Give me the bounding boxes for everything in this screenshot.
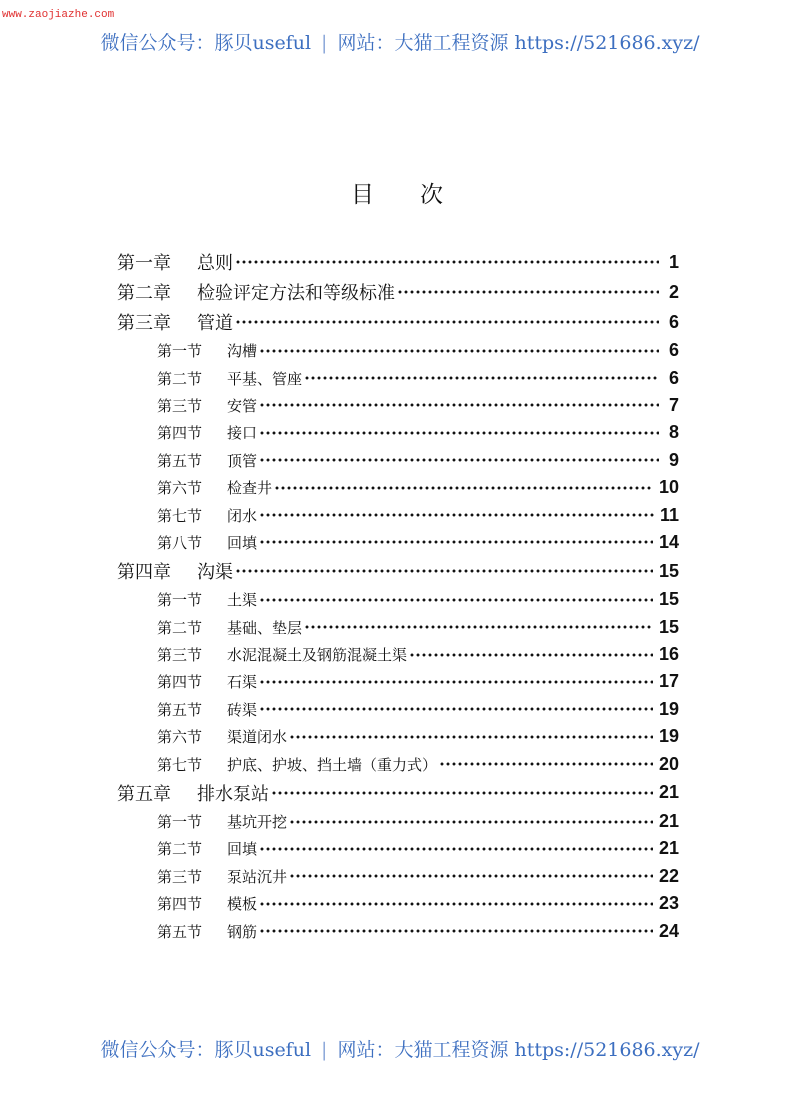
entry-number: 第八节: [157, 533, 203, 552]
dot-leader: [274, 483, 653, 493]
toc-section-entry[interactable]: [117, 614, 679, 641]
toc-section-entry[interactable]: [117, 890, 679, 917]
toc-section-entry[interactable]: [117, 364, 679, 391]
dot-leader: [259, 346, 659, 356]
toc-chapter-entry[interactable]: [117, 556, 679, 586]
watermark-site: www.zaojiazhe.com: [2, 9, 115, 21]
dot-leader: [259, 844, 653, 854]
entry-number: 第五节: [157, 922, 203, 941]
entry-title: 检验评定方法和等级标准: [197, 283, 395, 304]
entry-title: 护底、护坡、挡土墙（重力式）: [227, 755, 438, 774]
toc-section-entry[interactable]: [117, 337, 679, 364]
entry-title: 总则: [197, 253, 233, 274]
entry-number: 第五节: [157, 700, 203, 719]
dot-leader: [259, 926, 653, 936]
entry-number: 第七节: [157, 506, 203, 525]
entry-title: 平基、管座: [227, 369, 303, 388]
dot-leader: [397, 287, 659, 297]
toc-section-entry[interactable]: [117, 668, 679, 695]
entry-number: 第四节: [157, 424, 203, 443]
toc-title: 目次: [351, 182, 489, 208]
entry-title: 水泥混凝土及钢筋混凝土渠: [227, 646, 408, 665]
entry-number: 第四节: [157, 895, 203, 914]
entry-page-number: 19: [658, 726, 679, 747]
entry-number: 第一节: [157, 342, 203, 361]
dot-leader: [289, 817, 653, 827]
entry-page-number: 15: [658, 560, 679, 581]
entry-title: 顶管: [227, 451, 258, 470]
entry-title: 排水泵站: [197, 783, 269, 805]
dot-leader: [259, 455, 659, 465]
entry-page-number: 6: [668, 340, 679, 361]
entry-number: 第五节: [157, 451, 203, 470]
dot-leader: [235, 257, 659, 267]
entry-title: 管道: [197, 313, 233, 334]
toc-chapter-entry[interactable]: [117, 778, 679, 808]
entry-title: 石渠: [227, 673, 258, 692]
entry-title: 检查井: [227, 479, 273, 498]
dot-leader: [409, 650, 653, 660]
entry-page-number: 16: [658, 644, 679, 665]
dot-leader: [259, 400, 659, 410]
entry-number: 第四章: [117, 562, 171, 584]
entry-page-number: 10: [658, 477, 679, 498]
toc-section-entry[interactable]: [117, 586, 679, 613]
toc-section-entry[interactable]: [117, 447, 679, 474]
banner-website: 网站：大猫工程资源 https://521686.xyz/: [337, 32, 700, 54]
dot-leader: [271, 788, 653, 798]
entry-title: 模板: [227, 895, 258, 914]
toc-section-entry[interactable]: [117, 835, 679, 862]
toc-section-entry[interactable]: [117, 529, 679, 556]
entry-page-number: 21: [658, 811, 679, 832]
entry-page-number: 2: [668, 281, 679, 302]
toc-section-entry[interactable]: [117, 723, 679, 750]
toc-chapter-entry[interactable]: [117, 277, 679, 307]
entry-title: 安管: [227, 396, 258, 415]
toc-section-entry[interactable]: [117, 750, 679, 777]
entry-title: 沟槽: [227, 342, 258, 361]
entry-page-number: 14: [658, 531, 679, 552]
dot-leader: [289, 871, 653, 881]
entry-page-number: 20: [658, 753, 679, 774]
entry-title: 渠道闭水: [227, 728, 288, 747]
entry-page-number: 6: [668, 367, 679, 388]
header-banner: [0, 28, 800, 55]
toc-chapter-entry[interactable]: [117, 247, 679, 277]
entry-title: 闭水: [227, 506, 258, 525]
entry-number: 第六节: [157, 479, 203, 498]
entry-title: 砖渠: [227, 700, 258, 719]
entry-number: 第一章: [117, 253, 171, 274]
entry-number: 第六节: [157, 728, 203, 747]
entry-title: 基础、垫层: [227, 618, 303, 637]
entry-title: 土渠: [227, 591, 258, 610]
entry-title: 基坑开挖: [227, 813, 288, 832]
banner-separator: |: [321, 1039, 328, 1061]
dot-leader: [259, 899, 653, 909]
entry-page-number: 9: [668, 449, 679, 470]
dot-leader: [235, 317, 659, 327]
entry-page-number: 8: [668, 422, 679, 443]
toc-section-entry[interactable]: [117, 474, 679, 501]
toc-section-entry[interactable]: [117, 419, 679, 446]
toc-section-entry[interactable]: [117, 641, 679, 668]
entry-number: 第四节: [157, 673, 203, 692]
entry-title: 接口: [227, 424, 258, 443]
entry-title: 沟渠: [197, 562, 233, 584]
entry-page-number: 6: [668, 311, 679, 332]
entry-number: 第七节: [157, 755, 203, 774]
entry-page-number: 24: [658, 920, 679, 941]
entry-page-number: 17: [658, 671, 679, 692]
dot-leader: [259, 677, 653, 687]
entry-title: 泵站沉井: [227, 867, 288, 886]
entry-number: 第二节: [157, 369, 203, 388]
dot-leader: [259, 595, 653, 605]
entry-number: 第一节: [157, 591, 203, 610]
toc-section-entry[interactable]: [117, 917, 679, 944]
dot-leader: [259, 428, 659, 438]
entry-page-number: 15: [658, 589, 679, 610]
entry-title: 回填: [227, 840, 258, 859]
banner-wechat: 微信公众号：豚贝useful: [100, 32, 312, 54]
toc-section-entry[interactable]: [117, 501, 679, 528]
entry-page-number: 21: [658, 838, 679, 859]
entry-page-number: 11: [659, 504, 679, 525]
dot-leader: [439, 759, 653, 769]
dot-leader: [304, 622, 653, 632]
entry-page-number: 21: [658, 782, 679, 803]
entry-page-number: 22: [658, 865, 679, 886]
dot-leader: [259, 704, 653, 714]
entry-page-number: 15: [658, 616, 679, 637]
entry-page-number: 1: [668, 251, 679, 272]
toc-section-entry[interactable]: [117, 392, 679, 419]
entry-number: 第三节: [157, 396, 203, 415]
entry-number: 第五章: [117, 783, 171, 805]
banner-website: 网站：大猫工程资源 https://521686.xyz/: [337, 1039, 700, 1061]
entry-number: 第三章: [117, 313, 171, 334]
entry-page-number: 7: [668, 394, 679, 415]
entry-number: 第三节: [157, 867, 203, 886]
toc-chapter-entry[interactable]: [117, 307, 679, 337]
toc-section-entry[interactable]: [117, 863, 679, 890]
entry-page-number: 23: [658, 893, 679, 914]
dot-leader: [259, 510, 654, 520]
entry-number: 第二节: [157, 840, 203, 859]
table-of-contents: [117, 247, 679, 945]
entry-number: 第一节: [157, 813, 203, 832]
entry-title: 钢筋: [227, 922, 258, 941]
dot-leader: [259, 537, 653, 547]
entry-page-number: 19: [658, 698, 679, 719]
footer-banner: [0, 1035, 800, 1062]
banner-separator: |: [321, 32, 328, 54]
banner-wechat: 微信公众号：豚贝useful: [100, 1039, 312, 1061]
dot-leader: [235, 566, 653, 576]
entry-number: 第二节: [157, 618, 203, 637]
toc-section-entry[interactable]: [117, 696, 679, 723]
toc-section-entry[interactable]: [117, 808, 679, 835]
entry-title: 回填: [227, 533, 258, 552]
entry-number: 第二章: [117, 283, 171, 304]
dot-leader: [289, 732, 653, 742]
dot-leader: [304, 373, 659, 383]
entry-number: 第三节: [157, 646, 203, 665]
